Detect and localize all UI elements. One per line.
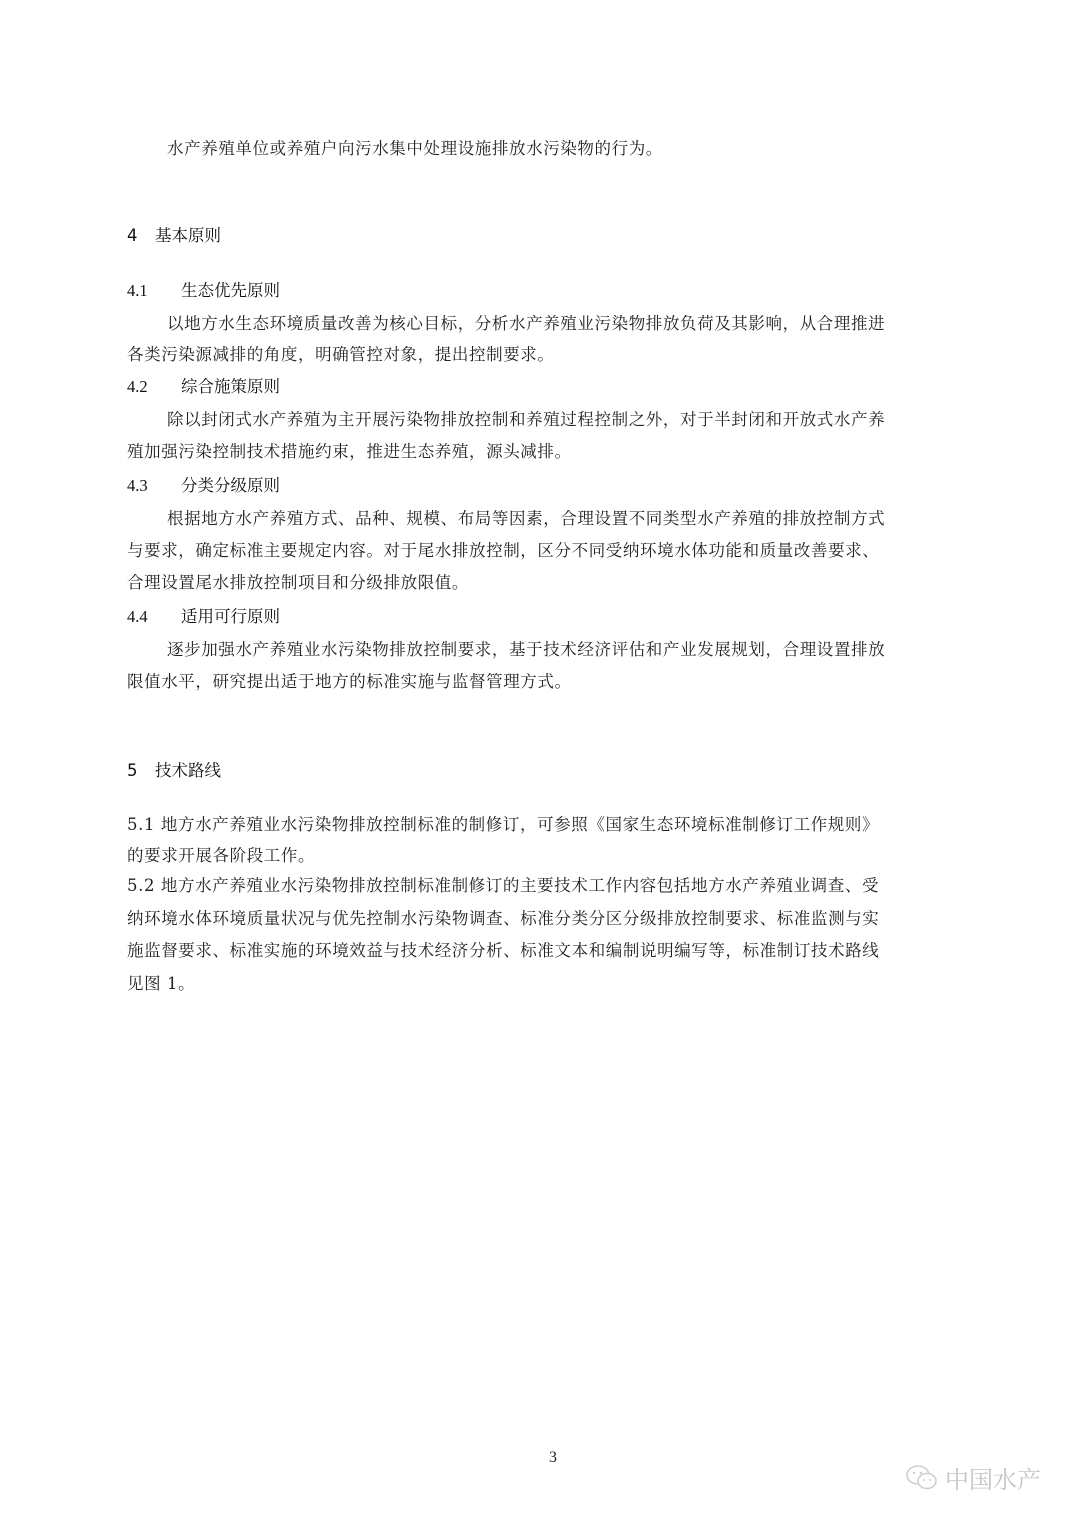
subsection-title: 分类分级原则 bbox=[181, 476, 280, 495]
subsection-number: 4.2 bbox=[127, 377, 148, 396]
paragraph-line: 施监督要求、标准实施的环境效益与技术经济分析、标准文本和编制说明编写等，标准制订技术路线 bbox=[127, 941, 880, 960]
paragraph-line: 合理设置尾水排放控制项目和分级排放限值。 bbox=[127, 573, 469, 592]
paragraph-line: 殖加强污染控制技术措施约束，推进生态养殖，源头减排。 bbox=[127, 442, 572, 461]
section-5-heading bbox=[127, 761, 221, 781]
paragraph-line: 限值水平，研究提出适于地方的标准实施与监督管理方式。 bbox=[127, 672, 572, 691]
paragraph-line: 的要求开展各阶段工作。 bbox=[127, 846, 316, 865]
watermark bbox=[905, 1460, 1041, 1495]
wechat-icon bbox=[905, 1464, 939, 1492]
subsection-number: 4.1 bbox=[127, 281, 148, 300]
subsection-number: 4.3 bbox=[127, 476, 148, 495]
subsection-number: 4.4 bbox=[127, 607, 148, 626]
paragraph-line: 除以封闭式水产养殖为主开展污染物排放控制和养殖过程控制之外，对于半封闭和开放式水产养 bbox=[167, 410, 886, 429]
paragraph-line: 各类污染源减排的角度，明确管控对象，提出控制要求。 bbox=[127, 345, 555, 364]
paragraph-line: 5.1 地方水产养殖业水污染物排放控制标准的制修订，可参照《国家生态环境标准制修订工作规则》 bbox=[127, 815, 880, 834]
page-number: 3 bbox=[549, 1449, 557, 1466]
section-title: 技术路线 bbox=[155, 761, 221, 780]
subsection-title: 综合施策原则 bbox=[181, 377, 280, 396]
subsection-title: 生态优先原则 bbox=[181, 281, 280, 300]
paragraph-line: 纳环境水体环境质量状况与优先控制水污染物调查、标准分类分区分级排放控制要求、标准监测与实 bbox=[127, 909, 880, 928]
paragraph-line: 5.2 地方水产养殖业水污染物排放控制标准制修订的主要技术工作内容包括地方水产养殖业调查、受 bbox=[127, 876, 880, 895]
paragraph-line: 根据地方水产养殖方式、品种、规模、布局等因素，合理设置不同类型水产养殖的排放控制方式 bbox=[167, 509, 886, 528]
section-title: 基本原则 bbox=[155, 226, 221, 245]
subsection-4-1-heading bbox=[127, 281, 280, 301]
paragraph-line: 逐步加强水产养殖业水污染物排放控制要求，基于技术经济评估和产业发展规划，合理设置排放 bbox=[167, 640, 886, 659]
section-number: 5 bbox=[127, 761, 138, 780]
paragraph-line: 见图 1。 bbox=[127, 974, 196, 993]
section-4-heading bbox=[127, 226, 221, 246]
paragraph-line: 与要求，确定标准主要规定内容。对于尾水排放控制，区分不同受纳环境水体功能和质量改善要求、 bbox=[127, 541, 880, 560]
subsection-title: 适用可行原则 bbox=[181, 607, 280, 626]
subsection-4-2-heading bbox=[127, 377, 280, 397]
continuation-line: 水产养殖单位或养殖户向污水集中处理设施排放水污染物的行为。 bbox=[167, 139, 663, 158]
watermark-label: 中国水产 bbox=[945, 1466, 1041, 1494]
paragraph-line: 以地方水生态环境质量改善为核心目标，分析水产养殖业污染物排放负荷及其影响，从合理推进 bbox=[167, 314, 886, 333]
subsection-4-4-heading bbox=[127, 607, 280, 627]
subsection-4-3-heading bbox=[127, 476, 280, 496]
section-number: 4 bbox=[127, 226, 138, 245]
